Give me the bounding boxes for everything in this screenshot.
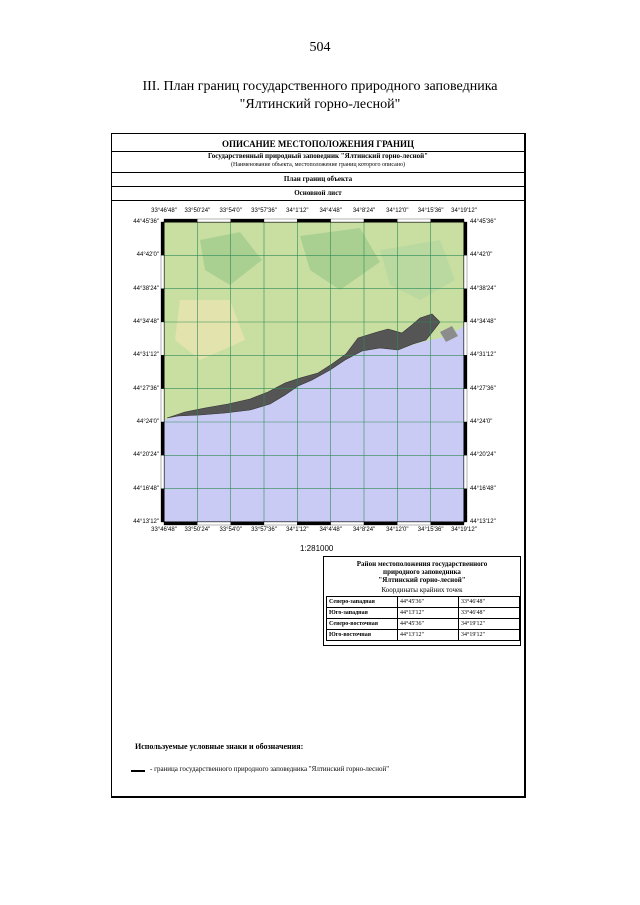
latitude-label: 44°42'0" — [470, 252, 493, 259]
scale-bar-segment — [331, 219, 364, 222]
legend-boundary-line-icon — [131, 770, 145, 772]
scale-bar-segment — [161, 489, 164, 522]
longitude-label: 33°54'0" — [219, 208, 242, 214]
point-lon: 33°46'48" — [459, 597, 520, 608]
latitude-label: 44°16'48" — [133, 485, 159, 492]
longitude-label: 34°1'12" — [286, 527, 309, 533]
longitude-label: 33°46'48" — [151, 208, 177, 214]
scale-bar-segment — [264, 522, 297, 525]
coordinates-box — [323, 556, 521, 646]
point-lon: 34°19'12" — [459, 619, 520, 630]
legend-item: - граница государственного природного заповедника "Ялтинский горно-лесной" — [150, 765, 390, 773]
scale-bar-segment — [197, 522, 230, 525]
coordinates-title-line: природного заповедника — [383, 568, 461, 576]
scale-bar-segment — [161, 355, 164, 388]
point-name: Северо-западная — [327, 597, 398, 608]
latitude-label: 44°24'0" — [470, 419, 493, 425]
scale-bar-segment — [161, 255, 164, 288]
latitude-label: 44°45'36" — [470, 219, 496, 225]
point-name: Северо-восточная — [327, 619, 398, 630]
longitude-label: 33°46'48" — [151, 527, 177, 533]
plan-title: План границ объекта — [112, 173, 524, 187]
longitude-label: 34°15'36" — [417, 527, 444, 533]
latitude-label: 44°31'12" — [470, 352, 496, 359]
latitude-label: 44°27'36" — [470, 385, 496, 392]
point-lat: 44°13'12" — [398, 608, 459, 619]
scale-bar-segment — [161, 455, 164, 488]
longitude-label: 34°4'48" — [319, 527, 342, 533]
scale-bar-segment — [464, 455, 467, 488]
latitude-label: 44°20'24" — [133, 452, 159, 459]
point-name: Юго-восточная — [327, 630, 398, 641]
longitude-label: 33°57'36" — [251, 208, 277, 214]
sheet-title: Основной лист — [112, 187, 524, 201]
scale-bar-segment — [331, 522, 364, 525]
table-row — [327, 630, 520, 641]
object-name: Государственный природный заповедник "Ялтинский горно-лесной" — [207, 152, 429, 160]
point-lon: 33°46'48" — [459, 608, 520, 619]
scale-bar-segment — [231, 219, 264, 222]
scale-bar-segment — [431, 219, 464, 222]
scale-bar-segment — [164, 219, 197, 222]
longitude-label: 34°12'0" — [386, 527, 409, 533]
point-lat: 44°45'36" — [398, 619, 459, 630]
scale-bar-segment — [464, 222, 467, 255]
latitude-label: 44°20'24" — [470, 452, 496, 459]
longitude-label: 34°12'0" — [386, 208, 409, 214]
scale-bar-segment — [397, 219, 430, 222]
coordinates-title-line: Район местоположения государственного — [356, 560, 488, 568]
form-header: ОПИСАНИЕ МЕСТОПОЛОЖЕНИЯ ГРАНИЦ — [112, 137, 524, 152]
latitude-label: 44°34'48" — [133, 319, 159, 325]
longitude-label: 33°54'0" — [219, 527, 242, 533]
section-title-line2: "Ялтинский горно-лесной" — [239, 97, 401, 112]
latitude-label: 44°38'24" — [470, 285, 496, 292]
scale-bar-segment — [161, 289, 164, 322]
latitude-label: 44°13'12" — [133, 519, 159, 525]
scale-bar-segment — [464, 255, 467, 288]
latitude-label: 44°38'24" — [133, 285, 159, 292]
coordinates-table — [326, 596, 520, 641]
scale-bar-segment — [364, 522, 397, 525]
scale-bar-segment — [397, 522, 430, 525]
scale-bar-segment — [464, 389, 467, 422]
scale-bar-segment — [364, 219, 397, 222]
longitude-label: 34°8'24" — [352, 208, 376, 214]
scale-bar-segment — [431, 522, 464, 525]
scale-bar-segment — [297, 219, 330, 222]
scale-bar-segment — [231, 522, 264, 525]
longitude-label: 34°1'12" — [286, 208, 309, 214]
scale-bar-segment — [197, 219, 230, 222]
longitude-label: 34°4'48" — [319, 208, 342, 214]
latitude-label: 44°16'48" — [470, 485, 496, 492]
scale-bar-segment — [297, 522, 330, 525]
table-row — [327, 619, 520, 630]
scale-bar-segment — [161, 389, 164, 422]
longitude-label: 33°50'24" — [184, 208, 211, 214]
scale-bar-segment — [464, 489, 467, 522]
scale-bar-segment — [464, 322, 467, 355]
latitude-label: 44°24'0" — [136, 419, 159, 425]
longitude-label: 33°50'24" — [184, 527, 211, 533]
latitude-label: 44°31'12" — [133, 352, 159, 359]
point-lat: 44°45'36" — [398, 597, 459, 608]
map-scale: 1:281000 — [300, 544, 334, 553]
latitude-label: 44°27'36" — [133, 385, 159, 392]
scale-bar-segment — [464, 422, 467, 455]
scale-bar-segment — [164, 522, 197, 525]
scale-bar-segment — [161, 222, 164, 255]
object-name-caption: (Наименование объекта, местоположение границ которого описано) — [230, 162, 406, 168]
legend-title: Используемые условные знаки и обозначения: — [135, 742, 304, 751]
longitude-label: 34°15'36" — [417, 208, 444, 214]
longitude-label: 34°8'24" — [352, 527, 376, 533]
section-title-line1: III. План границ государственного природного заповедника — [142, 79, 498, 94]
coordinates-subtitle: Координаты крайних точек — [381, 586, 463, 594]
table-row — [327, 608, 520, 619]
table-row — [327, 597, 520, 608]
scale-bar-segment — [161, 322, 164, 355]
latitude-label: 44°13'12" — [470, 519, 496, 525]
scale-bar-segment — [161, 422, 164, 455]
latitude-label: 44°45'36" — [133, 219, 159, 225]
scale-bar-segment — [264, 219, 297, 222]
latitude-label: 44°34'48" — [470, 319, 496, 325]
point-lat: 44°13'12" — [398, 630, 459, 641]
coordinates-title-line: "Ялтинский горно-лесной" — [378, 576, 466, 584]
longitude-label: 34°19'12" — [451, 208, 477, 214]
scale-bar-segment — [464, 355, 467, 388]
point-name: Юго-западная — [327, 608, 398, 619]
latitude-label: 44°42'0" — [136, 252, 159, 259]
scale-bar-segment — [464, 289, 467, 322]
point-lon: 34°19'12" — [459, 630, 520, 641]
coordinates-title — [324, 560, 520, 584]
longitude-label: 34°19'12" — [451, 527, 477, 533]
page-number: 504 — [309, 40, 331, 55]
longitude-label: 33°57'36" — [251, 527, 277, 533]
